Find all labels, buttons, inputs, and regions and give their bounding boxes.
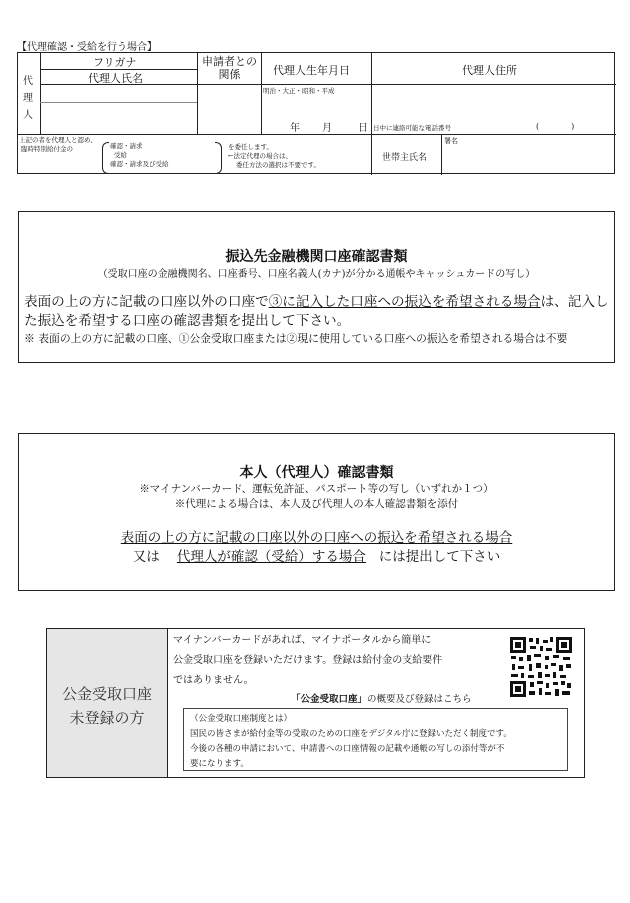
public-account-label-2: 未登録の方 xyxy=(69,709,145,727)
furigana-label: フリガナ xyxy=(93,56,137,69)
bank-box-body xyxy=(24,293,609,331)
id-line2-suffix: には提出して下さい xyxy=(378,549,501,565)
id-box-title: 本人（代理人）確認書類 xyxy=(239,465,394,481)
day-label: 日 xyxy=(358,123,368,134)
system-explanation-box xyxy=(183,708,568,771)
public-account-label-1: 公金受取口座 xyxy=(61,685,152,703)
link-rest: の概要及び登録はこちら xyxy=(367,694,472,705)
proxy-table xyxy=(17,52,615,174)
bank-body-underlined: ③に記入した口座への振込を希望される場合 xyxy=(268,294,541,310)
qr-code-icon[interactable] xyxy=(509,636,573,698)
relation-label-1: 申請者との xyxy=(202,55,257,68)
year-label: 年 xyxy=(290,123,300,134)
link-bold: 「公金受取口座」 xyxy=(291,694,368,705)
side-label-1: 代 xyxy=(23,76,33,87)
birth-label: 代理人生年月日 xyxy=(273,64,350,77)
id-line2-underlined: 代理人が確認（受給）する場合 xyxy=(176,549,366,565)
legal-note1: ←法定代理の場合は、 xyxy=(228,152,292,160)
id-box-line1: 表面の上の方に記載の口座以外の口座への振込を希望される場合 xyxy=(120,530,513,546)
bank-document-box xyxy=(18,211,615,363)
address-label: 代理人住所 xyxy=(462,64,517,77)
bank-box-note: ※ 表面の上の方に記載の口座、①公金受取口座または②現に使用している口座への振込を希望される場合は不要 xyxy=(24,332,568,345)
month-label: 月 xyxy=(322,123,332,134)
public-account-panel xyxy=(46,628,585,778)
delegate-line1: 上記の者を代理人と認め、 xyxy=(19,136,97,144)
option-both: 確認・請求及び受給 xyxy=(110,160,169,168)
id-line2-prefix: 又は xyxy=(132,549,160,565)
bank-box-subtitle: （受取口座の金融機関名、口座番号、口座名義人(カナ)が分かる通帳やキャッシュカードの写し） xyxy=(97,269,536,280)
legal-note2: 委任方法の選択は不要です。 xyxy=(236,161,320,169)
id-box-note1: ※マイナンバーカード、運転免許証、パスポート等の写し（いずれか１つ） xyxy=(139,483,494,495)
side-label-3: 人 xyxy=(23,110,33,121)
householder-label: 世帯主氏名 xyxy=(382,153,428,163)
system-title: （公金受取口座制度とは） xyxy=(190,714,293,724)
signature-label: 署名 xyxy=(444,137,458,145)
delegate-line2: 臨時特別給付金の xyxy=(21,145,73,153)
system-line1: 国民の皆さまが給付金等の受取のための口座をデジタル庁に登録いただく制度です。 xyxy=(190,729,512,739)
system-line2: 今後の各種の申請において、申請書への口座情報の記載や通帳の写しの添付等が不 xyxy=(190,744,505,754)
option-receive: 受給 xyxy=(114,151,127,159)
public-text-line3: ではありません。 xyxy=(173,675,254,686)
proxy-section-title: 【代理確認・受給を行う場合】 xyxy=(17,42,157,53)
entrust-text: を委任します。 xyxy=(228,143,273,151)
public-account-link[interactable] xyxy=(291,691,472,705)
era-options: 明治・大正・昭和・平成 xyxy=(263,87,335,95)
system-line3: 要になります。 xyxy=(190,759,249,769)
id-box-note2: ※代理による場合は、本人及び代理人の本人確認書類を添付 xyxy=(174,498,459,510)
public-account-label-cell xyxy=(47,629,168,777)
relation-label-2: 関係 xyxy=(218,68,241,81)
phone-parens: ( ) xyxy=(536,122,575,131)
public-text-line1: マイナンバーカードがあれば、マイナポータルから簡単に xyxy=(173,635,432,646)
id-box-line2 xyxy=(19,545,614,565)
side-label-2: 理 xyxy=(23,93,33,104)
id-document-box xyxy=(18,433,615,591)
phone-label: 日中に連絡可能な電話番号 xyxy=(373,124,451,132)
proxy-name-label: 代理人氏名 xyxy=(88,72,143,85)
bank-body-post: は、記入した振込を希望する口座の確認書類を提出して下さい。 xyxy=(24,294,609,329)
bank-box-title: 振込先金融機関口座確認書類 xyxy=(225,249,408,265)
bank-body-pre: 表面の上の方に記載の口座以外の口座で xyxy=(24,294,269,310)
option-confirm-request: 確認・請求 xyxy=(110,142,143,150)
public-text-line2: 公金受取口座を登録いただけます。登録は給付金の支給要件 xyxy=(173,655,443,666)
